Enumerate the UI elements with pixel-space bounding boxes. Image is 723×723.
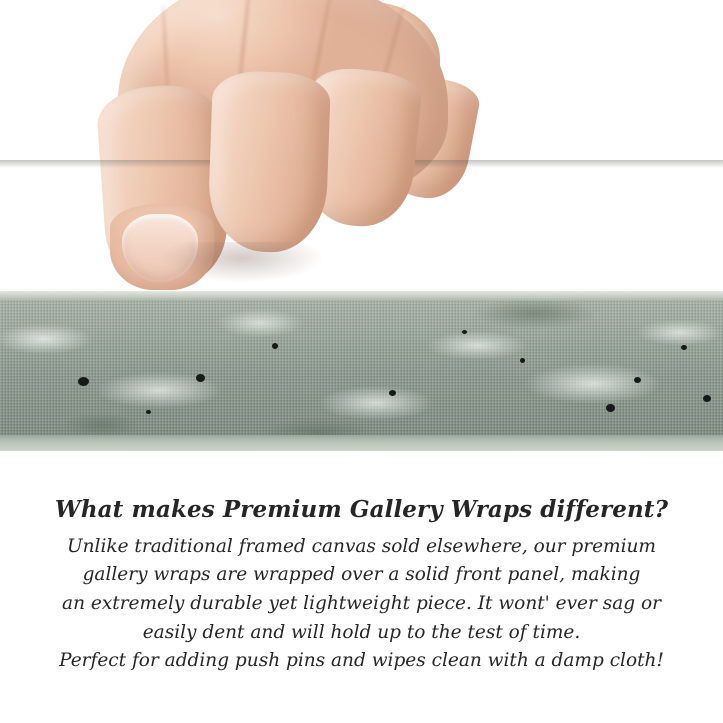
canvas-bottom-edge (0, 435, 723, 451)
canvas-speck (389, 390, 396, 396)
caption-line-3: an extremely durable yet lightweight piece. It wont' ever sag or (62, 592, 661, 614)
canvas-speck (78, 377, 89, 386)
canvas-speck (146, 410, 151, 414)
caption-line-5: Perfect for adding push pins and wipes clean with a damp cloth! (59, 650, 664, 672)
canvas-speck (462, 330, 467, 334)
caption-line-2: gallery wraps are wrapped over a solid front panel, making (82, 564, 641, 586)
canvas-speck (606, 404, 615, 412)
canvas-speck (520, 358, 525, 363)
contact-shadow (162, 242, 322, 282)
caption-line-1: Unlike traditional framed canvas sold elsewhere, our premium (67, 535, 656, 557)
canvas-speck (272, 343, 278, 349)
canvas-top-edge (0, 291, 723, 301)
canvas-edge-strip (0, 291, 723, 451)
middle-finger (207, 70, 331, 254)
caption-headline: What makes Premium Gallery Wraps different? (54, 496, 669, 523)
caption-block (0, 496, 723, 676)
canvas-speck (681, 345, 687, 350)
caption-line-4: easily dent and will hold up to the test of time. (142, 621, 581, 643)
canvas-texture (0, 291, 723, 451)
canvas-speck (634, 377, 641, 383)
canvas-speck (196, 374, 205, 382)
canvas-speck (703, 395, 711, 402)
hand-illustration (92, 0, 464, 304)
